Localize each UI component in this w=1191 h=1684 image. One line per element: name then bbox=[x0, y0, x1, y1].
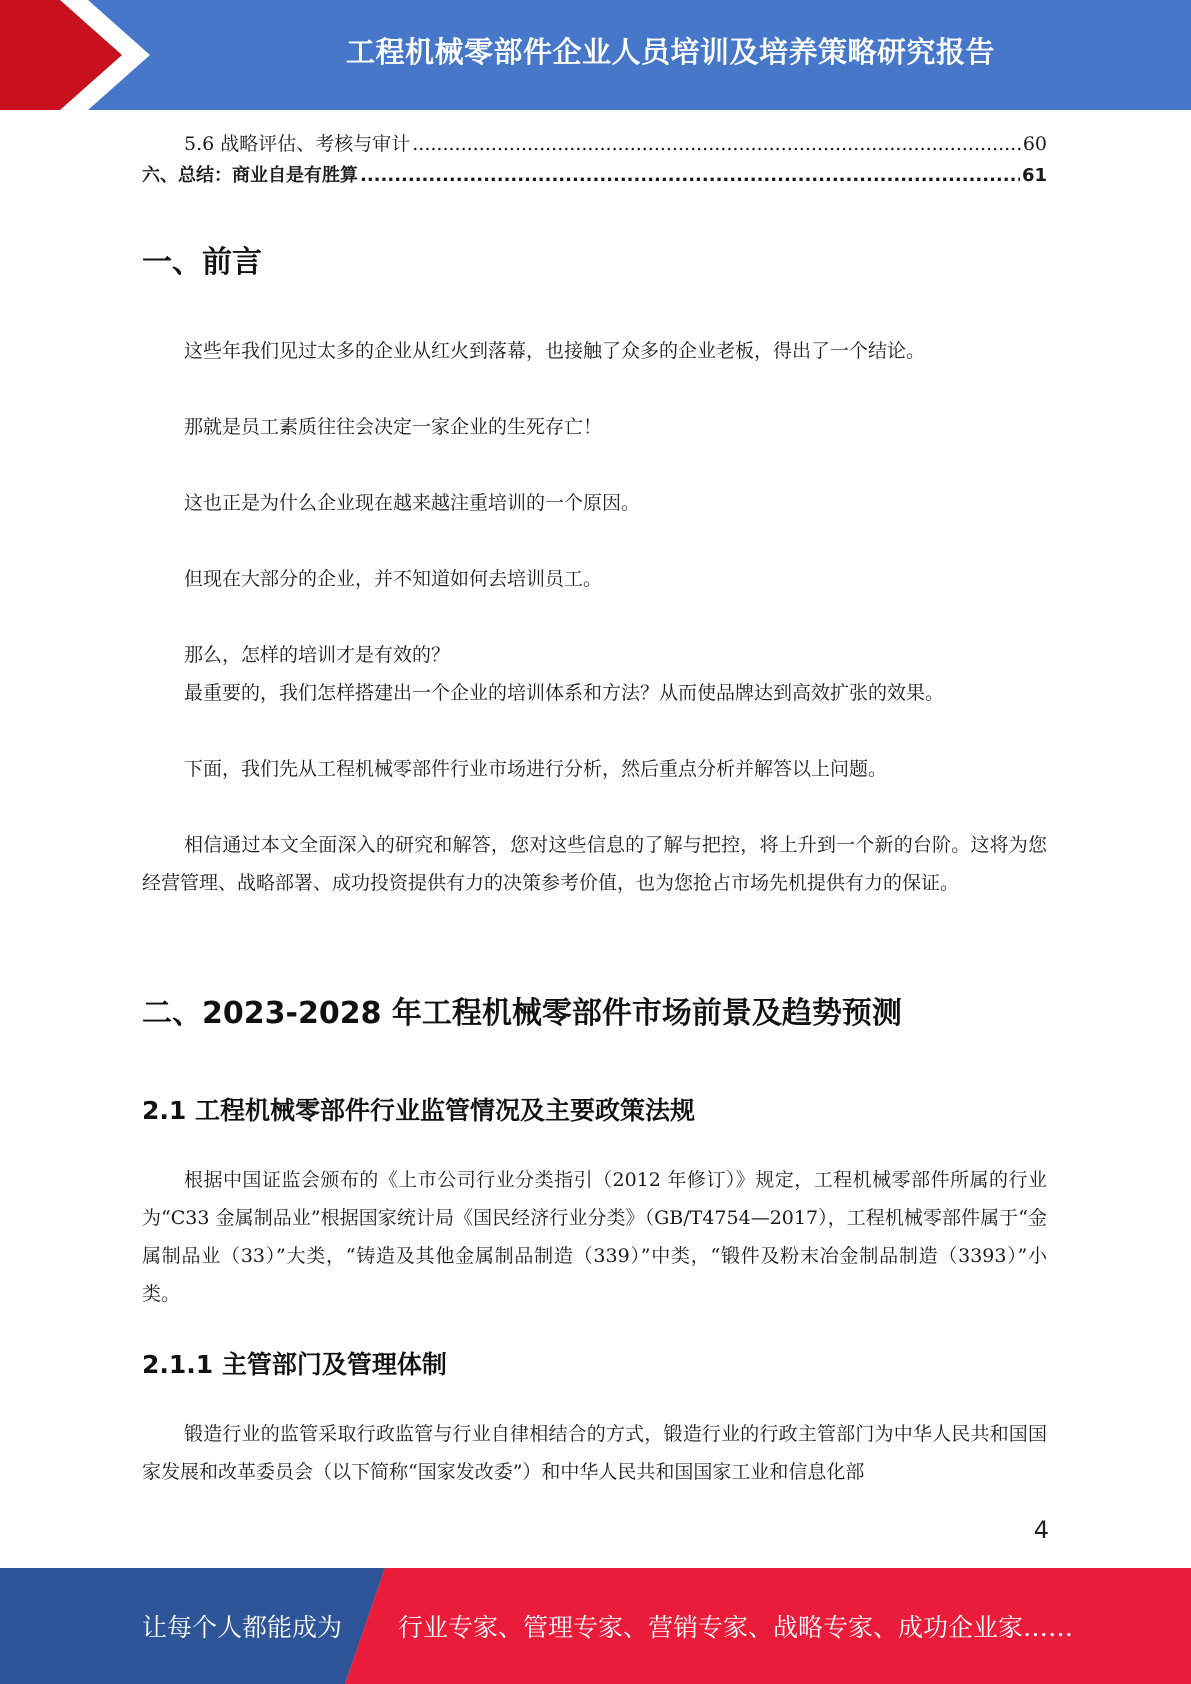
page-footer bbox=[0, 1568, 1191, 1684]
paragraph: 下面，我们先从工程机械零部件行业市场进行分析，然后重点分析并解答以上问题。 bbox=[184, 758, 888, 780]
report-title: 工程机械零部件企业人员培训及培养策略研究报告 bbox=[345, 34, 995, 69]
paragraph: 那么，怎样的培训才是有效的？ bbox=[184, 644, 451, 666]
paragraph: 锻造行业的监管采取行政监管与行业自律相结合的方式，锻造行业的行政主管部门为中华人民共和国国家发展和改革委员会（以下简称“国家发改委”）和中华人民共和国国家工业和信息化部 bbox=[142, 1423, 1047, 1483]
toc-entry-label: 六、总结：商业自是有胜算 bbox=[142, 165, 358, 186]
paragraph: 但现在大部分的企业，并不知道如何去培训员工。 bbox=[184, 568, 603, 590]
paragraph: 最重要的，我们怎样搭建出一个企业的培训体系和方法？从而使品牌达到高效扩张的效果。 bbox=[184, 682, 945, 704]
subsection-heading: 2.1 工程机械零部件行业监管情况及主要政策法规 bbox=[142, 1096, 695, 1125]
paragraph: 这也正是为什么企业现在越来越注重培训的一个原因。 bbox=[184, 492, 641, 514]
section-heading: 一、前言 bbox=[142, 245, 262, 280]
toc-leader-dots bbox=[412, 133, 1021, 155]
footer-slogan-left: 让每个人都能成为 bbox=[142, 1613, 343, 1642]
paragraph: 相信通过本文全面深入的研究和解答，您对这些信息的了解与把控，将上升到一个新的台阶。这将为您经营管理、战略部署、成功投资提供有力的决策参考价值，也为您抢占市场先机提供有力的保证。 bbox=[142, 834, 1047, 894]
table-of-contents bbox=[142, 129, 1047, 191]
page-number: 4 bbox=[1033, 1516, 1049, 1544]
paragraph: 那就是员工素质往往会决定一家企业的生死存亡！ bbox=[184, 416, 603, 438]
toc-entry-page: 61 bbox=[1021, 165, 1047, 186]
footer-slogan-right: 行业专家、管理专家、营销专家、战略专家、成功企业家…… bbox=[398, 1613, 1074, 1642]
page-header bbox=[0, 0, 1191, 110]
toc-entry[interactable] bbox=[142, 129, 1047, 159]
toc-entry-label: 5.6 战略评估、考核与审计 bbox=[184, 133, 411, 155]
paragraph: 根据中国证监会颁布的《上市公司行业分类指引（2012 年修订）》规定，工程机械零部件所属的行业为“C33 金属制品业”根据国家统计局《国民经济行业分类》（GB/T4754—2017），工程机械零部件属于“金属制品业（33）”大类，“铸造及其他金属制品制造（339）”中类，“锻件及粉末冶金制品制造（3393）”小类。 bbox=[142, 1169, 1047, 1305]
toc-entry[interactable] bbox=[142, 161, 1047, 191]
paragraph: 这些年我们见过太多的企业从红火到落幕，也接触了众多的企业老板，得出了一个结论。 bbox=[184, 340, 926, 362]
section-heading: 二、2023-2028 年工程机械零部件市场前景及趋势预测 bbox=[142, 996, 902, 1031]
toc-leader-dots bbox=[360, 165, 1020, 186]
toc-entry-page: 60 bbox=[1022, 133, 1047, 155]
subsection-heading: 2.1.1 主管部门及管理体制 bbox=[142, 1350, 447, 1379]
